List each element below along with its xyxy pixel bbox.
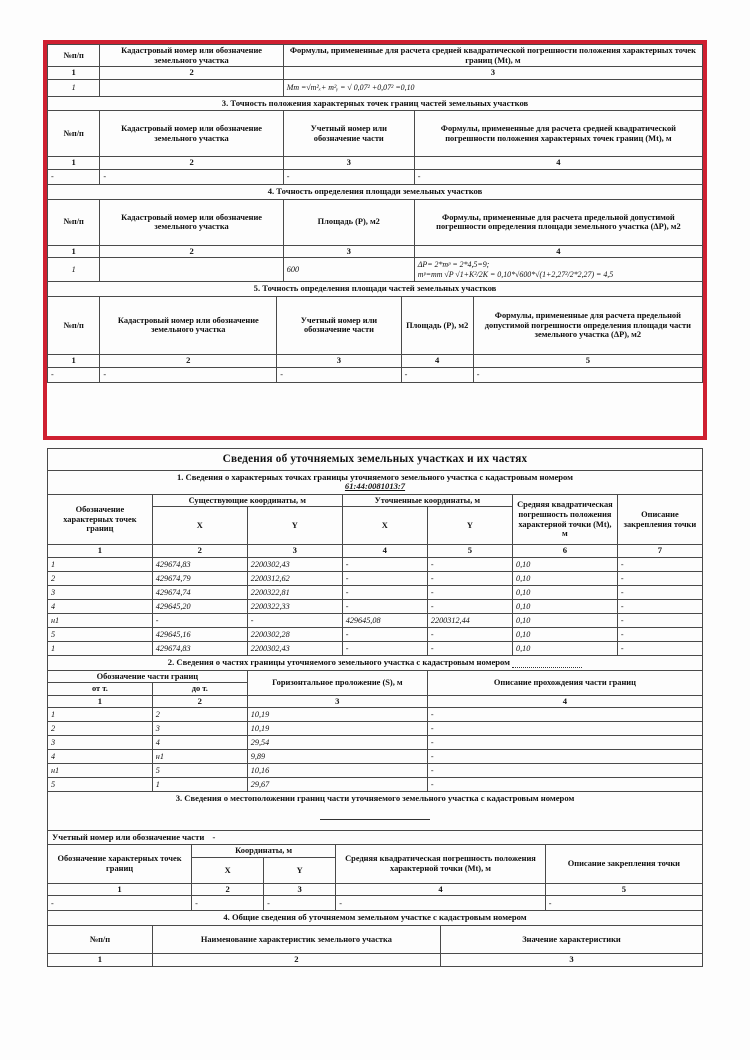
cell-from-point: 3: [48, 736, 153, 750]
table-row: [48, 722, 703, 736]
cell-horizontal-length: 10,19: [247, 722, 427, 736]
cell-point-description: -: [617, 558, 702, 572]
colnum-3: 3: [277, 354, 401, 367]
cell-existing-x: 429674,83: [152, 558, 247, 572]
header-np: №п/п: [48, 926, 153, 954]
cell-refined-y: -: [427, 642, 512, 656]
section-title-row: [48, 656, 703, 671]
cell-horizontal-length: 9,89: [247, 750, 427, 764]
header-np: №п/п: [48, 296, 100, 354]
cell-np: 1: [48, 79, 100, 96]
colnum-3: 3: [247, 545, 342, 558]
cell-point-designation: 1: [48, 558, 153, 572]
colnum-7: 7: [617, 545, 702, 558]
cell-to-point: 5: [152, 764, 247, 778]
cell-formula-mt: Mт =√m²ₓ+ m²ᵧ = √ 0,07² +0,07² =0,10: [283, 79, 702, 96]
cell-point-designation: 3: [48, 586, 153, 600]
header-point-description: Описание закрепления точки: [545, 845, 702, 884]
lower-section3-cadastral-blank: [52, 810, 698, 820]
colnum-2: 2: [100, 157, 283, 170]
cell-refined-x: -: [342, 628, 427, 642]
part-label-row: [48, 830, 703, 845]
cell-from-point: н1: [48, 764, 153, 778]
cell-point-designation: 1: [48, 642, 153, 656]
table-row: [48, 600, 703, 614]
header-area: Площадь (Р), м2: [401, 296, 473, 354]
cell-mt: -: [336, 896, 546, 911]
colnum-5: 5: [473, 354, 702, 367]
header-point-description: Описание закрепления точки: [617, 494, 702, 545]
header-to-point: до т.: [152, 683, 247, 696]
cell-from-point: 2: [48, 722, 153, 736]
column-number-row: [48, 157, 703, 170]
table-row: [48, 258, 703, 282]
cell-mean-square-error: 0,10: [513, 558, 618, 572]
header-part-number: Учетный номер или обозначение части: [283, 111, 414, 157]
table-section5-parts-area-accuracy: [47, 281, 703, 382]
cell-existing-x: 429674,74: [152, 586, 247, 600]
table-header-row: [48, 111, 703, 157]
cell-mean-square-error: 0,10: [513, 642, 618, 656]
header-mean-square-error: Средняя квадратическая погрешность положения характерной точки (Mt), м: [513, 494, 618, 545]
table-header-row: [48, 670, 703, 683]
cell-horizontal-length: 29,54: [247, 736, 427, 750]
header-characteristic-value: Значение характеристики: [440, 926, 702, 954]
colnum-1: 1: [48, 157, 100, 170]
header-existing-y: Y: [247, 507, 342, 545]
colnum-2: 2: [152, 545, 247, 558]
section2-cadastral-blank: [512, 659, 582, 668]
table-row: [48, 628, 703, 642]
header-horizontal-length: Горизонтальное проложение (S), м: [247, 670, 427, 695]
header-point-designation: Обозначение характерных точек границ: [48, 845, 192, 884]
document-title-row: [48, 449, 703, 471]
section1-rows-body: [48, 558, 703, 656]
column-number-row: [48, 354, 703, 367]
cell-to-point: 3: [152, 722, 247, 736]
cell-point-description: -: [617, 642, 702, 656]
cell-part-description: -: [427, 750, 702, 764]
colnum-1: 1: [48, 954, 153, 967]
cell-point-designation: н1: [48, 614, 153, 628]
table-row: [48, 750, 703, 764]
cell-horizontal-length: 10,19: [247, 708, 427, 722]
colnum-3: 3: [283, 245, 414, 258]
colnum-4: 4: [336, 883, 546, 896]
header-cadastral-number: Кадастровый номер или обозначение земельного участка: [100, 45, 283, 67]
column-number-row: [48, 67, 703, 80]
cell-existing-y: 2200302,43: [247, 642, 342, 656]
cell-from-point: 4: [48, 750, 153, 764]
section1-title-cell: [48, 470, 703, 494]
cell-existing-x: 429674,79: [152, 572, 247, 586]
header-coord-x: X: [192, 857, 264, 883]
cell-from-point: 1: [48, 708, 153, 722]
cell-part-description: -: [427, 722, 702, 736]
table-row: [48, 572, 703, 586]
cell-mean-square-error: 0,10: [513, 614, 618, 628]
header-formulas: Формулы, примененные для расчета предельной допустимой погрешности определения площади части земельного участка (ΔР), м2: [473, 296, 702, 354]
section-title-row: [48, 96, 703, 111]
section1-cadastral-number: 61:44:0081013:7: [344, 481, 406, 492]
cell-mean-square-error: 0,10: [513, 600, 618, 614]
table-row: [48, 586, 703, 600]
cell-refined-y: -: [427, 558, 512, 572]
cell-cadastral: [100, 258, 283, 282]
section1-title: 1. Сведения о характерных точках границы уточняемого земельного участка с кадастровым номером: [176, 471, 574, 482]
table-header-row: [48, 45, 703, 67]
colnum-1: 1: [48, 245, 100, 258]
colnum-6: 6: [513, 545, 618, 558]
column-number-row: [48, 245, 703, 258]
colnum-1: 1: [48, 545, 153, 558]
table-row: [48, 642, 703, 656]
cell-refined-y: 2200312,44: [427, 614, 512, 628]
cell-area-value: 600: [283, 258, 414, 282]
section2-rows-body: [48, 708, 703, 792]
cell-refined-x: -: [342, 572, 427, 586]
table-header-row: [48, 494, 703, 507]
cell-part-description: -: [427, 764, 702, 778]
header-cadastral-number: Кадастровый номер или обозначение земельного участка: [100, 296, 277, 354]
page-title: Сведения об уточняемых земельных участках и их частях: [48, 449, 703, 471]
cell-formula: -: [473, 367, 702, 382]
cell-part-description: -: [427, 778, 702, 792]
table-header-row: [48, 926, 703, 954]
cell-part: -: [283, 170, 414, 185]
part-number-value: -: [212, 831, 216, 842]
colnum-3: 3: [247, 695, 427, 708]
table-row: [48, 778, 703, 792]
cell-existing-x: 429674,83: [152, 642, 247, 656]
cell-refined-x: -: [342, 642, 427, 656]
cell-point-designation: 4: [48, 600, 153, 614]
colnum-4: 4: [342, 545, 427, 558]
cell-from-point: 5: [48, 778, 153, 792]
cell-existing-x: 429645,16: [152, 628, 247, 642]
colnum-1: 1: [48, 695, 153, 708]
cell-refined-y: -: [427, 586, 512, 600]
section-title-row: [48, 185, 703, 200]
colnum-2: 2: [100, 67, 283, 80]
formula-line-1: ΔP= 2*mᵖ = 2*4,5=9;: [417, 259, 490, 269]
colnum-4: 4: [414, 157, 702, 170]
table-row: [48, 708, 703, 722]
cell-existing-y: 2200322,81: [247, 586, 342, 600]
cell-area: -: [401, 367, 473, 382]
cell-np: -: [48, 170, 100, 185]
cell-point-description: -: [617, 600, 702, 614]
column-number-row: [48, 954, 703, 967]
section-title-row: [48, 470, 703, 494]
colnum-2: 2: [100, 245, 283, 258]
colnum-1: 1: [48, 354, 100, 367]
table-row: [48, 170, 703, 185]
table-row: [48, 79, 703, 96]
cell-refined-y: -: [427, 572, 512, 586]
header-formulas: Формулы, примененные для расчета средней квадратической погрешности положения характерных точек границ (Mt), м: [283, 45, 702, 67]
header-part-number: Учетный номер или обозначение части: [277, 296, 401, 354]
cell-refined-x: -: [342, 600, 427, 614]
blank-underline: [320, 812, 430, 820]
colnum-2: 2: [152, 695, 247, 708]
cell-np: -: [48, 367, 100, 382]
cell-formula-delta-p: [414, 258, 702, 282]
section3-title-cell: [48, 792, 703, 830]
cell-cadastral: -: [100, 367, 277, 382]
cell-existing-x: -: [152, 614, 247, 628]
colnum-5: 5: [427, 545, 512, 558]
table-row: [48, 896, 703, 911]
header-cadastral-number: Кадастровый номер или обозначение земельного участка: [100, 199, 283, 245]
formula-line-2: mᵖ=mт √P √1+K²/2K = 0,10*√600*√(1+2,27²/2*2,27) = 4,5: [417, 269, 614, 279]
cell-cadastral: [100, 79, 283, 96]
header-cadastral-number: Кадастровый номер или обозначение земельного участка: [100, 111, 283, 157]
header-formulas: Формулы, примененные для расчета средней квадратической погрешности положения характерных точек границ (Mt), м: [414, 111, 702, 157]
cell-formula: -: [414, 170, 702, 185]
lower-section4-title: 4. Общие сведения об уточняемом земельном участке с кадастровым номером: [48, 911, 703, 926]
header-refined-x: X: [342, 507, 427, 545]
colnum-1: 1: [48, 67, 100, 80]
cell-part-description: -: [427, 708, 702, 722]
colnum-5: 5: [545, 883, 702, 896]
table-header-row: [48, 845, 703, 858]
cell-point-description: -: [617, 614, 702, 628]
table-header-row: [48, 296, 703, 354]
section-title-row: [48, 792, 703, 830]
cell-mean-square-error: 0,10: [513, 572, 618, 586]
colnum-4: 4: [414, 245, 702, 258]
cell-existing-y: 2200322,33: [247, 600, 342, 614]
cell-to-point: 4: [152, 736, 247, 750]
header-area: Площадь (Р), м2: [283, 199, 414, 245]
header-border-part: Обозначение части границ: [48, 670, 248, 683]
header-coord-y: Y: [264, 857, 336, 883]
cell-point-designation: 2: [48, 572, 153, 586]
header-refined-coords: Уточненные координаты, м: [342, 494, 512, 507]
section5-title: 5. Точность определения площади частей земельных участков: [48, 282, 703, 297]
header-point-designation: Обозначение характерных точек границ: [48, 494, 153, 545]
cell-to-point: 2: [152, 708, 247, 722]
cell-cadastral: -: [100, 170, 283, 185]
lower-tables-block: [47, 448, 703, 967]
cell-refined-x: -: [342, 558, 427, 572]
cell-refined-x: -: [342, 586, 427, 600]
header-refined-y: Y: [427, 507, 512, 545]
column-number-row: [48, 695, 703, 708]
cell-point-designation: 5: [48, 628, 153, 642]
column-number-row: [48, 883, 703, 896]
table-section1-boundary-points: [47, 448, 703, 656]
header-coords: Координаты, м: [192, 845, 336, 858]
cell-to-point: н1: [152, 750, 247, 764]
section3-title: 3. Точность положения характерных точек границ частей земельных участков: [48, 96, 703, 111]
column-number-row: [48, 545, 703, 558]
colnum-2: 2: [100, 354, 277, 367]
cell-refined-y: -: [427, 628, 512, 642]
section2-title-cell: [48, 656, 703, 671]
cell-existing-x: 429645,20: [152, 600, 247, 614]
cell-x: -: [192, 896, 264, 911]
header-existing-coords: Существующие координаты, м: [152, 494, 342, 507]
cell-mean-square-error: 0,10: [513, 628, 618, 642]
table-row: [48, 558, 703, 572]
table-header-row: [48, 199, 703, 245]
header-np: №п/п: [48, 199, 100, 245]
header-np: №п/п: [48, 45, 100, 67]
section2-title: 2. Сведения о частях границы уточняемого земельного участка с кадастровым номером: [167, 657, 511, 667]
header-part-description: Описание прохождения части границ: [427, 670, 702, 695]
cell-refined-y: -: [427, 600, 512, 614]
cell-horizontal-length: 10,16: [247, 764, 427, 778]
table-row: [48, 764, 703, 778]
table-section4-general-info: [47, 910, 703, 966]
cell-mean-square-error: 0,10: [513, 586, 618, 600]
part-number-label-cell: [48, 830, 703, 845]
lower-section3-title: 3. Сведения о местоположении границ части уточняемого земельного участка с кадастровым номером: [175, 793, 575, 804]
cell-refined-x: 429645,08: [342, 614, 427, 628]
cell-point-description: -: [617, 586, 702, 600]
table-section4-area-accuracy: [47, 184, 703, 282]
table-row: [48, 736, 703, 750]
cell-point: -: [48, 896, 192, 911]
colnum-4: 4: [401, 354, 473, 367]
table-accuracy-boundary-points: [47, 44, 703, 97]
cell-to-point: 1: [152, 778, 247, 792]
cell-part: -: [277, 367, 401, 382]
cell-point-description: -: [617, 572, 702, 586]
section4-title: 4. Точность определения площади земельных участков: [48, 185, 703, 200]
upper-tables-block: [47, 44, 703, 383]
colnum-2: 2: [152, 954, 440, 967]
cell-existing-y: -: [247, 614, 342, 628]
cell-horizontal-length: 29,67: [247, 778, 427, 792]
section-title-row: [48, 911, 703, 926]
table-section2-border-parts: [47, 655, 703, 792]
colnum-2: 2: [192, 883, 264, 896]
header-formulas: Формулы, примененные для расчета предельной допустимой погрешности определения площади земельного участка (ΔР), м2: [414, 199, 702, 245]
header-characteristic-name: Наименование характеристик земельного участка: [152, 926, 440, 954]
section-title-row: [48, 282, 703, 297]
colnum-3: 3: [283, 67, 702, 80]
cell-existing-y: 2200302,43: [247, 558, 342, 572]
header-mean-square-error: Средняя квадратическая погрешность положения характерной точки (Mt), м: [336, 845, 546, 884]
colnum-1: 1: [48, 883, 192, 896]
cell-existing-y: 2200312,62: [247, 572, 342, 586]
table-row: [48, 367, 703, 382]
cell-point-description: -: [617, 628, 702, 642]
table-section3-part-location: [47, 791, 703, 911]
part-number-label: Учетный номер или обозначение части: [52, 831, 205, 842]
cell-desc: -: [545, 896, 702, 911]
colnum-3: 3: [440, 954, 702, 967]
header-np: №п/п: [48, 111, 100, 157]
table-section3-accuracy-parts: [47, 96, 703, 185]
colnum-3: 3: [283, 157, 414, 170]
cell-existing-y: 2200302,28: [247, 628, 342, 642]
colnum-3: 3: [264, 883, 336, 896]
colnum-4: 4: [427, 695, 702, 708]
cell-part-description: -: [427, 736, 702, 750]
header-existing-x: X: [152, 507, 247, 545]
table-row: [48, 614, 703, 628]
cell-y: -: [264, 896, 336, 911]
cell-np: 1: [48, 258, 100, 282]
header-from-point: от т.: [48, 683, 153, 696]
